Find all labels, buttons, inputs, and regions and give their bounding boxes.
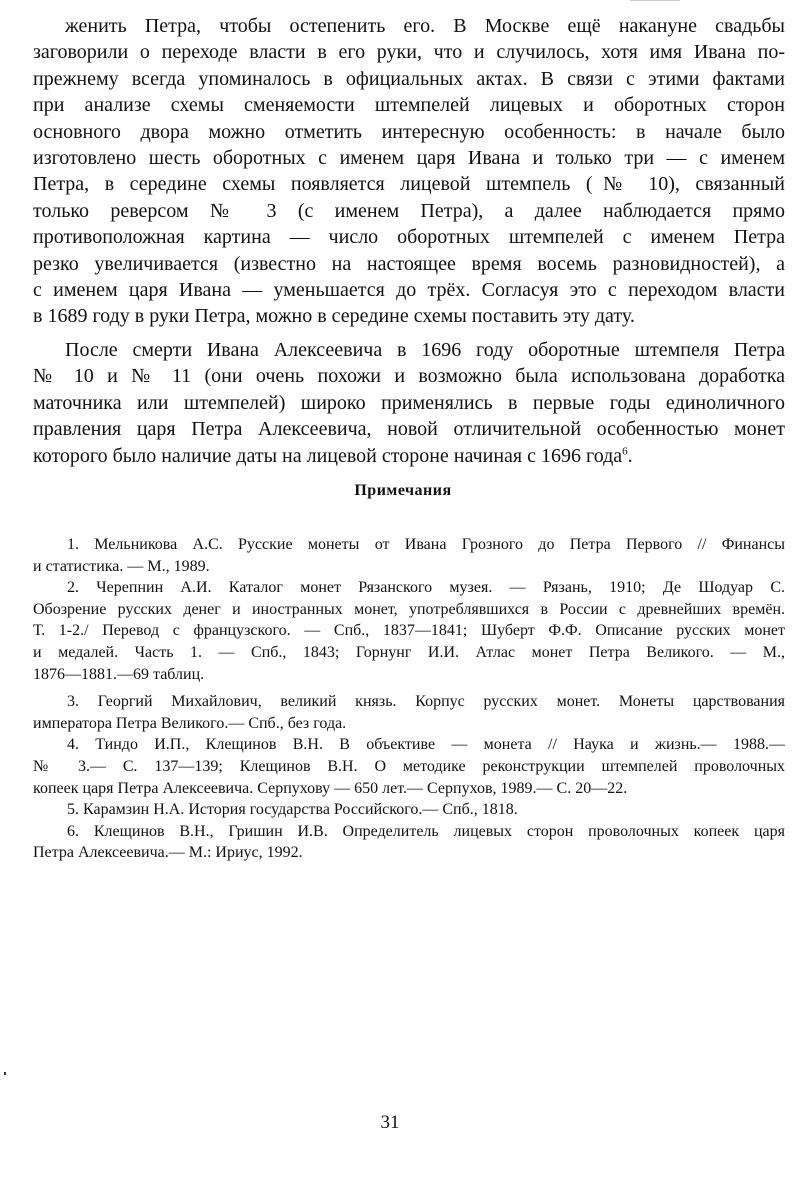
note-line: Т. 1-2./ Перевод с французского. — Спб., 1837—1841; Шуберт Ф.Ф. Описание русских монет: [33, 622, 785, 640]
text-line-content: которого было наличие даты на лицевой стороне начиная с 1696 года: [33, 444, 623, 467]
text-line: только реверсом № 3 (с именем Петра), а далее наблюдается прямо: [33, 199, 785, 222]
text-line: основного двора можно отметить интересную особенность: в начале было: [33, 120, 785, 143]
text-line: при анализе схемы сменяемости штемпелей лицевых и оборотных сторон: [33, 94, 785, 117]
scan-artifact: [4, 1072, 6, 1075]
note-item: [33, 799, 785, 821]
note-line: и статистика. — М., 1989.: [33, 557, 210, 575]
text-line: в 1689 году в руки Петра, можно в середине схемы поставить эту дату.: [33, 305, 635, 328]
footnote-reference: 6: [622, 444, 628, 457]
note-item: [33, 534, 785, 577]
text-line: противоположная картина — число оборотных штемпелей с именем Петра: [33, 226, 785, 249]
text-line: резко увеличивается (известно на настоящее время восемь разновидностей), а: [33, 252, 785, 275]
note-line: Петра Алексеевича.— М.: Ириус, 1992.: [33, 844, 303, 862]
text-line: изготовлено шесть оборотных с именем царя Ивана и только три — с именем: [33, 146, 785, 169]
note-line: 4. Тиндо И.П., Клещинов В.Н. В объективе — монета // Наука и жизнь.— 1988.—: [67, 736, 785, 754]
note-line: 1. Мельникова А.С. Русские монеты от Ивана Грозного до Петра Первого // Финансы: [67, 536, 785, 553]
text-line: № 10 и № 11 (они очень похожи и возможно была использована доработка: [33, 365, 785, 388]
page-number: 31: [380, 1112, 400, 1133]
note-line: 5. Карамзин Н.А. История государства Российского.— Спб., 1818.: [67, 801, 518, 819]
sentence-end: .: [627, 444, 633, 467]
notes-heading: Примечания: [354, 482, 452, 499]
text-line: прежнему всегда упоминалось в официальных актах. В связи с этими фактами: [33, 67, 785, 90]
text-line: заговорили о переходе власти в его руки, что и случилось, хотя имя Ивана по-: [33, 41, 785, 64]
text-line: правления царя Петра Алексеевича, новой отличительной особенностью монет: [33, 418, 785, 441]
note-line: 1876—1881.—69 таблиц.: [33, 665, 205, 683]
note-line: императора Петра Великого.— Спб., без года.: [33, 714, 347, 732]
text-line: [33, 443, 785, 469]
note-line: 3. Георгий Михайлович, великий князь. Корпус русских монет. Монеты царствования: [67, 693, 785, 711]
text-line: После смерти Ивана Алексеевича в 1696 году оборотные штемпеля Петра: [65, 339, 785, 361]
note-line: Обозрение русских денег и иностранных монет, употреблявшихся в России с древнейших времён.: [33, 600, 785, 618]
note-line: копеек царя Петра Алексеевича. Серпухову — 650 лет.— Серпухов, 1989.— С. 20—22.: [33, 779, 628, 797]
note-item: [33, 821, 785, 864]
text-line: женить Петра, чтобы остепенить его. В Москве ещё накануне свадьбы: [65, 15, 785, 37]
note-line: 6. Клещинов В.Н., Гришин И.В. Определитель лицевых сторон проволочных копеек царя: [67, 822, 785, 840]
scan-artifact: [630, 0, 680, 1]
text-line: с именем царя Ивана — уменьшается до трёх. Согласуя это с переходом власти: [33, 278, 785, 301]
notes-list: [33, 534, 785, 864]
text-line: Петра, в середине схемы появляется лицевой штемпель (№ 10), связанный: [33, 173, 785, 196]
note-line: № 3.— С. 137—139; Клещинов В.Н. О методике реконструкции штемпелей проволочных: [33, 757, 785, 775]
note-item: [33, 734, 785, 799]
paragraph-1: [33, 13, 785, 330]
note-item: [33, 691, 785, 734]
note-item: [33, 577, 785, 685]
note-line: и медалей. Часть 1. — Спб., 1843; Горнунг И.И. Атлас монет Петра Великого. — М.,: [33, 643, 785, 661]
note-line: 2. Черепнин А.И. Каталог монет Рязанского музея. — Рязань, 1910; Де Шодуар С.: [67, 579, 785, 597]
text-line: маточника или штемпелей) широко применялись в первые годы единоличного: [33, 391, 785, 414]
paragraph-2: [33, 337, 785, 469]
